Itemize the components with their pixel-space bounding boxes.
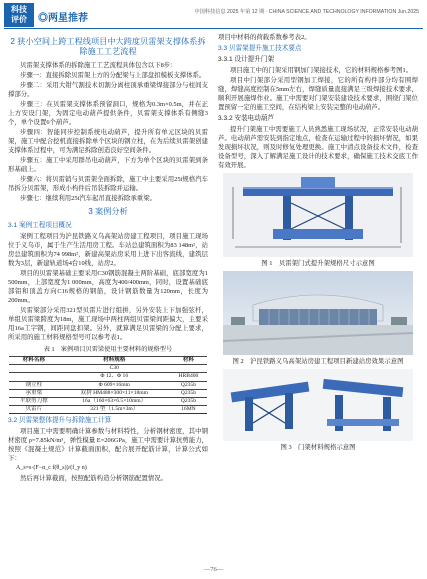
figure-1-caption: 图 1 贝雷架门式提升架规格尺寸示意图 — [261, 260, 375, 267]
table-cell: 321 型（1.5m×3m） — [59, 406, 170, 414]
table-row — [9, 398, 207, 406]
gantry-illustration — [223, 173, 413, 257]
table-cell — [170, 365, 207, 373]
table-row — [9, 389, 207, 397]
table-cell: 双拼 HM488×300×11×18mm — [59, 389, 170, 397]
heading-3-3-1: 3.3.1 设计提升门架 — [218, 56, 275, 63]
paragraph: 项目中材料的荷载系数参考表2。 — [218, 34, 311, 41]
section-badge — [4, 3, 34, 27]
heading-3-3: 3.3 贝雷架提升施工技术要点 — [218, 45, 302, 52]
paragraph: 步骤一：直接拆除贝雷架上方的分配梁与上部盘扣模板支撑体系。 — [20, 72, 206, 79]
table-cell: Φ 12、Φ 16 — [59, 373, 170, 381]
figure-3-caption: 图 3 门架材料规格示意图 — [280, 444, 356, 451]
table-cell — [9, 373, 59, 381]
badge-line2: 评价 — [11, 15, 27, 24]
paragraph: 项目中门架部分采用型钢加工焊接，它的所有构件部分均有围焊缝，焊缝高度控制在5mm左右，焊缝质量直接满足三级焊接技术要求，顺利开展施焊作业。施工中需要对门架安装建设技术要求，围绕门架位置预留一定的施工空间，在结构梁上安装完整的电动葫芦。 — [218, 77, 418, 111]
heading-3-1: 3.1 案例工程项目概况 — [8, 222, 72, 229]
table-cell: 承重梁 — [9, 389, 59, 397]
paragraph: 步骤五：施工中采用群吊电动葫芦，下方为单个区块的贝雷架到条形基础上。 — [8, 157, 208, 173]
table-cell: 贝雷片 — [9, 406, 59, 414]
station-illustration — [223, 271, 413, 355]
table-cell: 钢立柱 — [9, 381, 59, 389]
table-cell: 16a（160×63×6.5×10mm） — [59, 398, 170, 406]
paragraph: 步骤二：采用大钳气割技术切割分离柱顶承重梁焊接部分与柱间支撑部分。 — [8, 82, 208, 98]
table-header-cell: 材料 — [170, 357, 207, 365]
journal-info: 中国科技信息 2025 年第 12 期 · CHINA SCIENCE AND TECHNOLOGY INFORMATION Jun.2025 — [194, 9, 419, 15]
paragraph: 然后再计算截面，按照配筋构造分析钢筋配置情况。 — [20, 475, 167, 483]
paragraph: 步骤六：将贝雷销与贝雷架全面拆除，施工中主要采用25t规格汽车吊拆分贝雷架，形成小构件后吊装拆除并运输。 — [8, 176, 208, 192]
table-cell: C30 — [59, 365, 170, 373]
table-cell: 平联剪刀撑 — [9, 398, 59, 406]
paragraph: 项目的贝雷架基础主要采用C30钢筋混凝土两阶基础，底部宽度为1 500mm，上部宽度为1 000mm，高度为400/400mm，同时，设置基础底部铝和顶盖方向C16规格的钢筋，设计钢筋数量为120mm，长度为200mm。 — [8, 270, 208, 304]
page-header — [0, 0, 427, 30]
table-cell: HRB400 — [170, 373, 207, 381]
page-number: —76— — [203, 566, 224, 573]
paragraph: 项目施工中的门架采用钢加门架接技术，它的材料规格参考图1。 — [230, 67, 413, 74]
right-column — [218, 33, 418, 455]
left-column — [8, 33, 208, 484]
table-cell: Q235b — [170, 398, 207, 406]
paragraph: 步骤四：智能同步控制系统电动葫芦，提升所有单元区块的贝雷架，施工中配合挖机直接拆除单个区块的钢立柱，在为后续贝雷架创建支撑体系过程中，可为满足拆除创造良好空间条件。 — [8, 129, 208, 154]
header-divider — [4, 28, 423, 29]
figure-3-frame-material — [223, 369, 413, 441]
formula: A_s=s·(F−α_c f(θ_s))/(f_y n) — [16, 465, 87, 472]
paragraph: 步骤三：在贝雷架支撑体系预留洞口，规格为0.3m×0.5m，并在正上方安设门架，为固定电动葫芦提供条件，贝雷架支撑体系有侧缝3个，单个设置6个葫芦。 — [8, 101, 208, 126]
paragraph: 贝雷梁部分采用321型贝雷片进行组拼，另外安装上下加强弦杆，单组贝雷梁跨度为18m，施工现场中两柱两组贝雷梁间距偏大，主要采用16a工字钢，间距同盘扣架。另外，就算满足贝雷梁的分配上要求，所采用的施工材料规格型号可以参考表1。 — [8, 307, 208, 341]
table-header-row — [9, 357, 207, 365]
table-cell — [9, 365, 59, 373]
table-caption: 表 1 案例项目贝雷梁使用主要材料的规格型号 — [43, 346, 173, 353]
figure-2-caption: 图 2 沪昆铁路义乌高架站房建工程项目新建站房效果示意图 — [232, 358, 404, 365]
table-cell: Q235b — [170, 389, 207, 397]
table-cell: Q235b — [170, 381, 207, 389]
paragraph: 步骤七：继续利用25t汽车起吊直接拆除承重梁。 — [20, 195, 156, 202]
table-row — [9, 406, 207, 414]
heading-section-3: 3 案例分析 — [88, 207, 128, 216]
table-row — [9, 381, 207, 389]
table-cell: Φ 609×16mm — [59, 381, 170, 389]
heading-3-3-2: 3.3.2 安装电动葫芦 — [218, 115, 275, 122]
paragraph: 案例工程项目为沪昆铁路义乌高架站房建工程项目，项目施工现场位于义乌市，属于生产生活用房工程。车站总建筑面积为83 148m²，站房总建筑面积为74 998m²，新建高架站房采用上进下出客流线，建筑层数为3层，新建轨道场4台10线，站房2。 — [8, 233, 208, 267]
table-header-cell: 材料规格 — [59, 357, 170, 365]
table-header-cell: 材料名称 — [9, 357, 59, 365]
section-title: ◎两星推荐 — [38, 13, 88, 24]
paragraph: 贝雷架支撑体系的拆除施工工艺流程具体包含以下8步： — [20, 62, 177, 69]
paragraph: 项目施工中需要明确计算参数与材料特性，分析钢材密度，其中钢材密度 ρ=7.85kN/m³，弹性模量 E=206GPa，施工中需要计算抗剪能力，按照《混凝土规范》计算截面面积，配合展开配筋计算，计算公式如下： — [8, 428, 208, 463]
heading-3-2: 3.2 贝雷架整体提升与拆除施工计算 — [8, 417, 112, 425]
frame-material-illustration — [223, 369, 413, 441]
figure-1-gantry-diagram — [223, 173, 413, 257]
table-row — [9, 365, 207, 373]
figure-2-station-rendering — [223, 271, 413, 355]
table-row — [9, 373, 207, 381]
materials-table — [9, 356, 207, 414]
heading-section-2: 2 狭小空间上跨工程线项目中大跨度贝雷架支撑体系拆除施工工艺流程 — [10, 37, 206, 56]
badge-line1: 科技 — [11, 5, 27, 14]
paragraph: 提升门架施工中需要施工人员熟悉施工现场状况，正常安装电动葫芦。电动葫芦需安装到指定地点，检查在运输过程中的损坏情况，如果发现损坏状况，则及时修复处理更换。施工中清点设备技术文件，检查设备型号，深入了解满足施工设计的技术要求，确保施工技术交底工作有效开展。 — [218, 126, 418, 169]
table-cell: 16MN — [170, 406, 207, 414]
